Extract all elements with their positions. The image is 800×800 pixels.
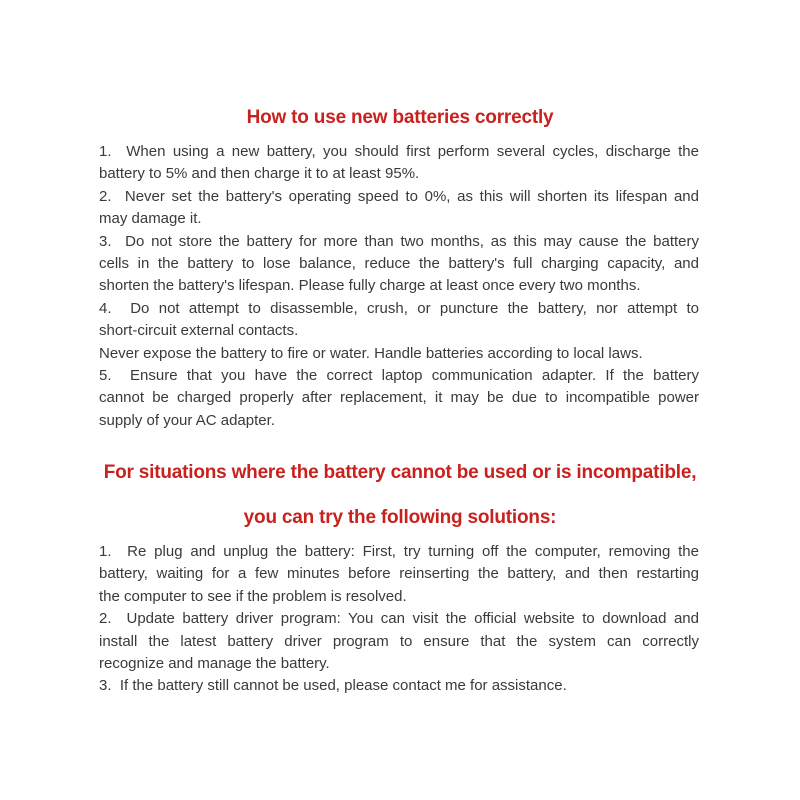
text-line: 2. Never set the battery's operating speed to 0%, as this will shorten its lifespan and <box>99 187 699 205</box>
section2-body <box>99 541 699 698</box>
section1-heading: How to use new batteries correctly <box>246 107 554 128</box>
text-line: cells in the battery to lose balance, reduce the battery's full charging capacity, and <box>99 254 699 272</box>
text-line: recognize and manage the battery. <box>99 654 330 672</box>
text-line: 1. Re plug and unplug the battery: First, try turning off the computer, removing the <box>99 543 699 560</box>
text-line: 4. Do not attempt to disassemble, crush, or puncture the battery, nor attempt to <box>99 299 699 317</box>
text-line: battery to 5% and then charge it to at least 95%. <box>99 165 420 183</box>
text-line: may damage it. <box>99 210 202 228</box>
text-line: cannot be charged properly after replacement, it may be due to incompatible power <box>99 389 699 407</box>
section2-heading-line2: you can try the following solutions: <box>243 507 557 528</box>
section2-heading-line1: For situations where the battery cannot be used or is incompatible, <box>103 462 697 483</box>
text-line: short-circuit external contacts. <box>99 322 299 340</box>
text-line: supply of your AC adapter. <box>99 411 275 429</box>
text-line: 2. Update battery driver program: You can visit the official website to download and <box>99 610 699 628</box>
text-line: 1. When using a new battery, you should first perform several cycles, discharge the <box>99 143 699 160</box>
text-line: install the latest battery driver program to ensure that the system can correctly <box>99 632 699 650</box>
text-line: shorten the battery's lifespan. Please fully charge at least once every two months. <box>99 277 641 295</box>
text-line: 3. If the battery still cannot be used, please contact me for assistance. <box>99 677 567 695</box>
text-line: Never expose the battery to fire or water. Handle batteries according to local laws. <box>99 344 643 362</box>
text-line: 5. Ensure that you have the correct laptop communication adapter. If the battery <box>99 366 699 384</box>
text-line: 3. Do not store the battery for more than two months, as this may cause the battery <box>99 232 699 250</box>
section1-body <box>99 141 699 432</box>
text-line: the computer to see if the problem is resolved. <box>99 587 407 605</box>
text-line: battery, waiting for a few minutes before reinserting the battery, and then restarting <box>99 565 699 583</box>
